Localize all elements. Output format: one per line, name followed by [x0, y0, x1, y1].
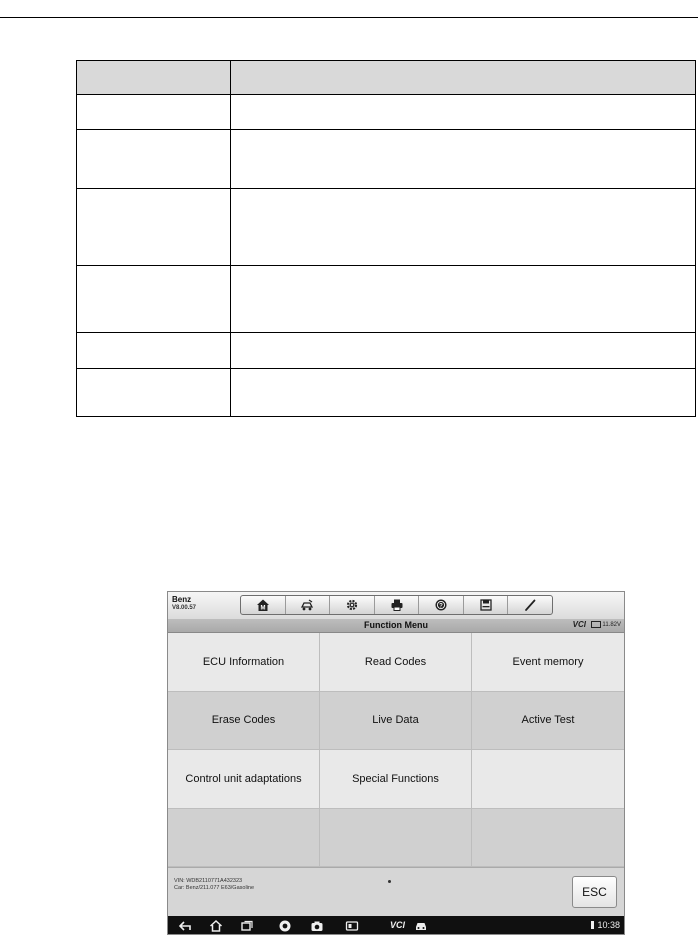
- top-bar: [168, 592, 624, 619]
- help-icon: [434, 598, 448, 612]
- car-icon: [414, 919, 428, 933]
- browser-button[interactable]: [278, 919, 292, 933]
- print-button[interactable]: [375, 596, 420, 614]
- status-area: [168, 867, 624, 916]
- table-cell: [231, 189, 696, 266]
- home-button[interactable]: [241, 596, 286, 614]
- vehicle-button[interactable]: [286, 596, 331, 614]
- battery-status: [591, 621, 621, 628]
- vehicle-info: [174, 878, 254, 892]
- house-icon: [209, 919, 223, 933]
- menu-control-unit-adaptations[interactable]: Control unit adaptations: [168, 750, 320, 809]
- esc-button[interactable]: ESC: [572, 876, 617, 908]
- home-icon: [256, 598, 270, 612]
- table-cell: [77, 266, 231, 333]
- battery-voltage: 11.82V: [602, 622, 621, 629]
- version-label: V8.00.57: [172, 605, 197, 611]
- table-cell: [231, 95, 696, 130]
- save-icon: [479, 598, 493, 612]
- menu-special-functions[interactable]: Special Functions: [320, 750, 472, 809]
- back-icon: [178, 919, 192, 933]
- table-cell: [231, 130, 696, 189]
- chrome-icon: [278, 919, 292, 933]
- menu-live-data[interactable]: Live Data: [320, 692, 472, 751]
- table-cell: [77, 369, 231, 417]
- clock-time: 10:38: [597, 920, 620, 930]
- save-button[interactable]: [464, 596, 509, 614]
- table-cell: [231, 333, 696, 369]
- help-button[interactable]: [419, 596, 464, 614]
- svg-text:M: M: [260, 605, 266, 612]
- brand-label: [172, 595, 196, 613]
- back-button[interactable]: [178, 919, 192, 933]
- menu-erase-codes[interactable]: Erase Codes: [168, 692, 320, 751]
- title-bar: [168, 619, 624, 633]
- table-cell: [77, 189, 231, 266]
- function-menu-grid: [168, 633, 624, 867]
- menu-empty: [168, 809, 320, 868]
- menu-event-memory[interactable]: Event memory: [472, 633, 624, 692]
- svg-text:?: ?: [439, 603, 443, 610]
- menu-empty: [472, 809, 624, 868]
- toolbar: [240, 595, 553, 615]
- brand-name: Benz: [172, 595, 192, 604]
- data-manager-icon: [345, 919, 359, 933]
- menu-active-test[interactable]: Active Test: [472, 692, 624, 751]
- table-cell: [231, 266, 696, 333]
- vehicle-nav-button[interactable]: [414, 919, 428, 933]
- recent-apps-button[interactable]: [240, 919, 254, 933]
- table-header-cell: [231, 61, 696, 95]
- annotate-button[interactable]: [508, 596, 552, 614]
- header-rule: [0, 17, 698, 18]
- camera-icon: [310, 919, 324, 933]
- table-cell: [77, 130, 231, 189]
- page-indicator: [388, 880, 391, 883]
- camera-button[interactable]: [310, 919, 324, 933]
- system-clock: [591, 920, 620, 930]
- settings-button[interactable]: [330, 596, 375, 614]
- table-cell: [77, 333, 231, 369]
- signal-icon: [591, 921, 594, 929]
- print-icon: [390, 598, 404, 612]
- settings-icon: [345, 598, 359, 612]
- vci-status: VCI: [572, 620, 586, 629]
- document-table: [76, 60, 696, 417]
- data-manager-button[interactable]: [345, 919, 359, 933]
- android-nav-bar: [168, 916, 624, 935]
- menu-ecu-information[interactable]: ECU Information: [168, 633, 320, 692]
- battery-icon: [591, 621, 601, 628]
- home-nav-button[interactable]: [209, 919, 223, 933]
- vin-label: VIN: WDB2110771A432323: [174, 878, 243, 884]
- table-header-cell: [77, 61, 231, 95]
- table-cell: [77, 95, 231, 130]
- car-label: Car: Benz/211.077 E63/Gasoline: [174, 885, 255, 891]
- menu-empty: [472, 750, 624, 809]
- page-title: Function Menu: [364, 620, 428, 630]
- recent-apps-icon: [240, 919, 254, 933]
- vci-button[interactable]: VCI: [390, 920, 406, 930]
- menu-empty: [320, 809, 472, 868]
- vehicle-icon: [300, 598, 314, 612]
- pen-icon: [523, 598, 537, 612]
- table-cell: [231, 369, 696, 417]
- menu-read-codes[interactable]: Read Codes: [320, 633, 472, 692]
- tablet-screenshot: [167, 591, 625, 935]
